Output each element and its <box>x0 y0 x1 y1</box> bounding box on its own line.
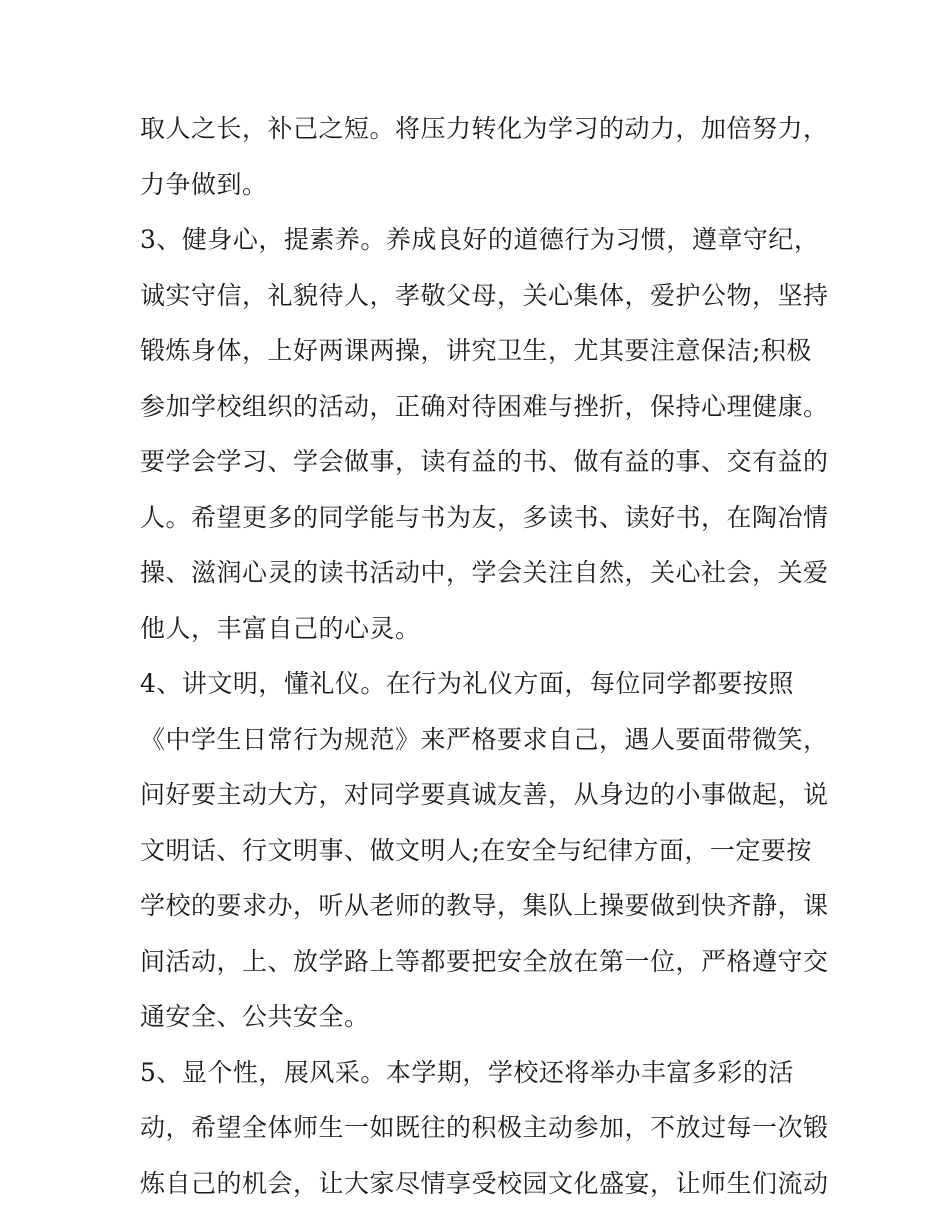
text-line: 问好要主动大方，对同学要真诚友善，从身边的小事做起，说 <box>140 780 829 809</box>
text-line: 《中学生日常行为规范》来严格要求自己，遇人要面带微笑， <box>140 724 829 754</box>
text-line: 力争做到。 <box>140 169 268 199</box>
text-line: 炼自己的机会，让大家尽情享受校园文化盛宴，让师生们流动 <box>140 1168 829 1198</box>
text-line: 3、健身心，提素养。养成良好的道德行为习惯，遵章守纪， <box>140 225 820 254</box>
text-line: 锻炼身体，上好两课两操，讲究卫生，尤其要注意保洁;积极 <box>140 336 812 365</box>
text-line: 通安全、公共安全。 <box>140 1002 370 1031</box>
text-line: 他人，丰富自己的心灵。 <box>140 613 421 643</box>
text-line: 操、滋润心灵的读书活动中，学会关注自然，关心社会，关爱 <box>140 558 829 587</box>
text-line: 间活动，上、放学路上等都要把安全放在第一位，严格遵守交 <box>140 946 829 976</box>
text-line: 取人之长，补己之短。将压力转化为学习的动力，加倍努力， <box>140 114 829 143</box>
text-line: 要学会学习、学会做事，读有益的书、做有益的事、交有益的 <box>140 447 829 476</box>
text-line: 5、显个性，展风采。本学期，学校还将举办丰富多彩的活 <box>140 1057 794 1087</box>
text-line: 4、讲文明，懂礼仪。在行为礼仪方面，每位同学都要按照 <box>140 669 794 698</box>
text-line: 诚实守信，礼貌待人，孝敬父母，关心集体，爱护公物，坚持 <box>140 280 829 310</box>
body-text <box>140 101 829 1211</box>
text-line: 学校的要求办，听从老师的教导，集队上操要做到快齐静，课 <box>140 891 829 920</box>
text-line: 动，希望全体师生一如既往的积极主动参加，不放过每一次锻 <box>140 1113 829 1142</box>
text-line: 人。希望更多的同学能与书为友，多读书、读好书，在陶冶情 <box>140 502 829 532</box>
text-line: 文明话、行文明事、做文明人;在安全与纪律方面，一定要按 <box>140 835 812 865</box>
text-line: 参加学校组织的活动，正确对待困难与挫折，保持心理健康。 <box>140 391 829 421</box>
